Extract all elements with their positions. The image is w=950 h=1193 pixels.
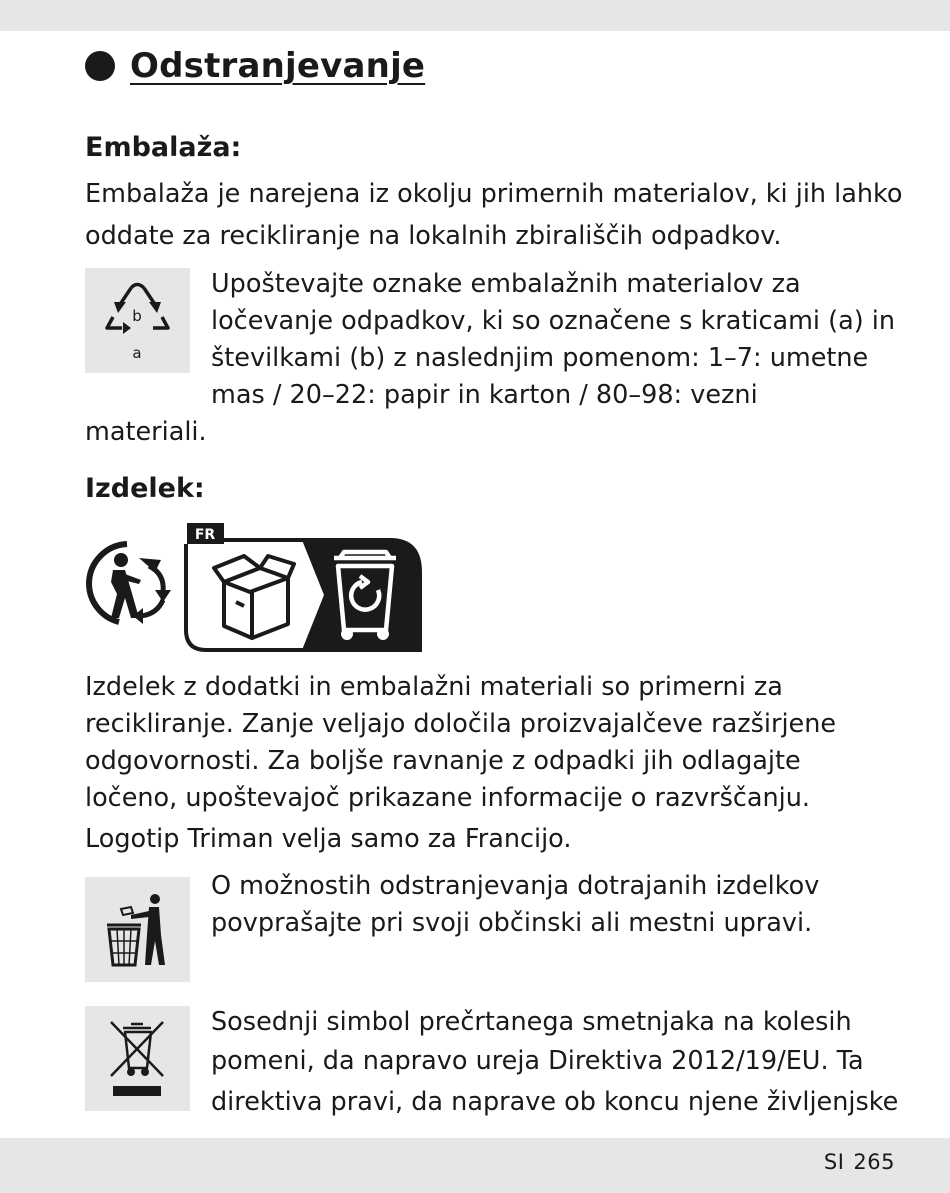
top-band — [0, 0, 950, 31]
product-heading: Izdelek: — [85, 473, 205, 504]
packaging-line-1: Embalaža je narejena iz okolju primernih materialov, ki jih lahko — [85, 179, 903, 209]
crossed-wheelie-bin-icon — [85, 1006, 190, 1111]
triman-person-icon — [83, 538, 175, 626]
weee-line-2: pomeni, da napravo ureja Direktiva 2012/19/EU. Ta — [211, 1046, 864, 1076]
page-title: Odstranjevanje — [130, 46, 426, 86]
section-title — [85, 46, 425, 86]
packaging-note-line-3: številkami (b) z naslednjim pomenom: 1–7: umetne — [211, 343, 869, 373]
packaging-line-2: oddate za recikliranje na lokalnih zbirališčih odpadkov. — [85, 221, 782, 251]
packaging-note-line-1: Upoštevajte oznake embalažnih materialov za — [211, 269, 801, 299]
packaging-heading: Embalaža: — [85, 132, 242, 163]
product-line-5: Logotip Triman velja samo za Francijo. — [85, 824, 572, 854]
packaging-note-line-2: ločevanje odpadkov, ki so označene s kraticami (a) in — [211, 306, 895, 336]
product-line-4: ločeno, upoštevajoč prikazane informacije o razvrščanju. — [85, 783, 811, 813]
weee-line-1: Sosednji simbol prečrtanega smetnjaka na kolesih — [211, 1007, 852, 1037]
recycle-label-a: a — [132, 344, 142, 362]
recycle-label-b: b — [132, 307, 142, 325]
page-footer — [824, 1150, 895, 1174]
info-tri-panel — [184, 520, 424, 652]
product-line-2: recikliranje. Zanje veljajo določila proizvajalčeve razširjene — [85, 709, 837, 739]
packaging-note-line-4: mas / 20–22: papir in karton / 80–98: vezni — [211, 380, 758, 410]
bottom-band — [0, 1138, 950, 1193]
weee-line-3: direktiva pravi, da naprave ob koncu njene življenjske — [211, 1087, 899, 1117]
recycle-triangle-icon — [85, 268, 190, 373]
packaging-note-line-5: materiali. — [85, 417, 207, 447]
product-line-3: odgovornosti. Za boljše ravnanje z odpadki jih odlagajte — [85, 746, 801, 776]
footer-language: SI — [823, 1150, 845, 1174]
product-line-1: Izdelek z dodatki in embalažni materiali so primerni za — [85, 672, 783, 702]
box-icon — [214, 556, 294, 638]
triman-badge-fr: FR — [194, 527, 216, 543]
trash-person-icon — [85, 877, 190, 982]
footer-page-number: 265 — [853, 1150, 895, 1174]
bullet-icon — [85, 51, 115, 81]
disposal-line-1: O možnostih odstranjevanja dotrajanih izdelkov — [211, 871, 820, 901]
disposal-line-2: povprašajte pri svoji občinski ali mestni upravi. — [211, 908, 813, 938]
